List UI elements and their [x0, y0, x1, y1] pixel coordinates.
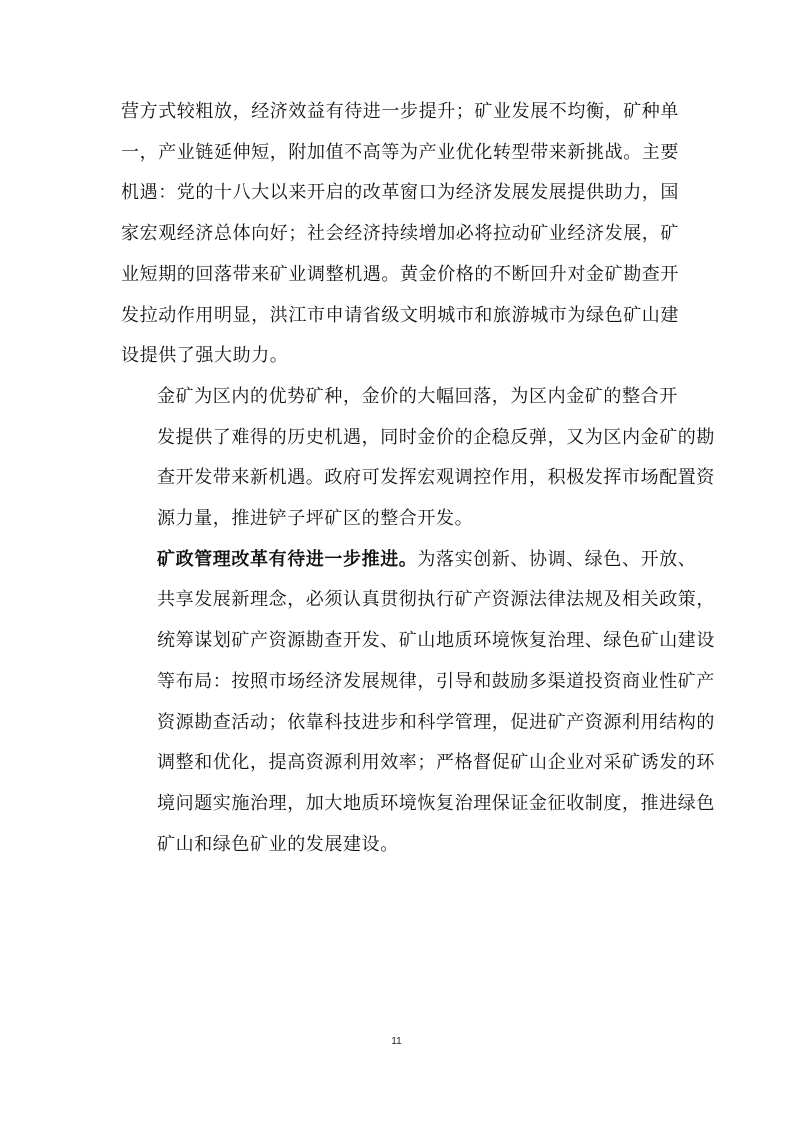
- text-line: 查开发带来新机遇。政府可发挥宏观调控作用，积极发挥市场配置资: [157, 467, 715, 489]
- text-line: 业短期的回落带来矿业调整机遇。黄金价格的不断回升对金矿勘查开: [121, 263, 679, 285]
- text-line-rest: 为落实创新、协调、绿色、开放、: [417, 548, 697, 570]
- text-line: 境问题实施治理，加大地质环境恢复治理保证金征收制度，推进绿色: [157, 792, 715, 814]
- text-line: 矿山和绿色矿业的发展建设。: [157, 833, 399, 855]
- text-line: 一，产业链延伸短，附加值不高等为产业优化转型带来新挑战。主要: [121, 141, 679, 163]
- paragraph-lead-heading: 矿政管理改革有待进一步推进。: [157, 548, 418, 570]
- text-line: 家宏观经济总体向好；社会经济持续增加必将拉动矿业经济发展，矿: [121, 223, 679, 245]
- body-text: [121, 92, 715, 865]
- text-line: 金矿为区内的优势矿种，金价的大幅回落，为区内金矿的整合开: [157, 385, 678, 407]
- text-line: 发提供了难得的历史机遇，同时金价的企稳反弹，又为区内金矿的勘: [157, 426, 715, 448]
- text-line: [121, 540, 697, 581]
- text-line: 设提供了强大助力。: [121, 345, 289, 367]
- text-line: 统筹谋划矿产资源勘查开发、矿山地质环境恢复治理、绿色矿山建设: [157, 630, 715, 652]
- text-line: 等布局：按照市场经济发展规律，引导和鼓励多渠道投资商业性矿产: [157, 670, 715, 692]
- text-line: 共享发展新理念，必须认真贯彻执行矿产资源法律法规及相关政策，: [157, 589, 715, 611]
- text-line: 源力量，推进铲子坪矿区的整合开发。: [157, 508, 474, 530]
- text-line: 资源勘查活动；依靠科技进步和科学管理，促进矿产资源利用结构的: [157, 711, 715, 733]
- paragraph-gold-mine: [121, 377, 715, 540]
- text-line: 调整和优化，提高资源利用效率；严格督促矿山企业对采矿诱发的环: [157, 752, 715, 774]
- page-number: 11: [391, 1036, 402, 1047]
- text-line: 发拉动作用明显，洪江市申请省级文明城市和旅游城市为绿色矿山建: [121, 304, 679, 326]
- paragraph-challenges-opportunities: [121, 92, 679, 377]
- text-line: 机遇：党的十八大以来开启的改革窗口为经济发展发展提供助力，国: [121, 182, 679, 204]
- paragraph-mining-reform: [121, 540, 715, 866]
- text-line: 营方式较粗放，经济效益有待进一步提升；矿业发展不均衡，矿种单: [121, 101, 679, 122]
